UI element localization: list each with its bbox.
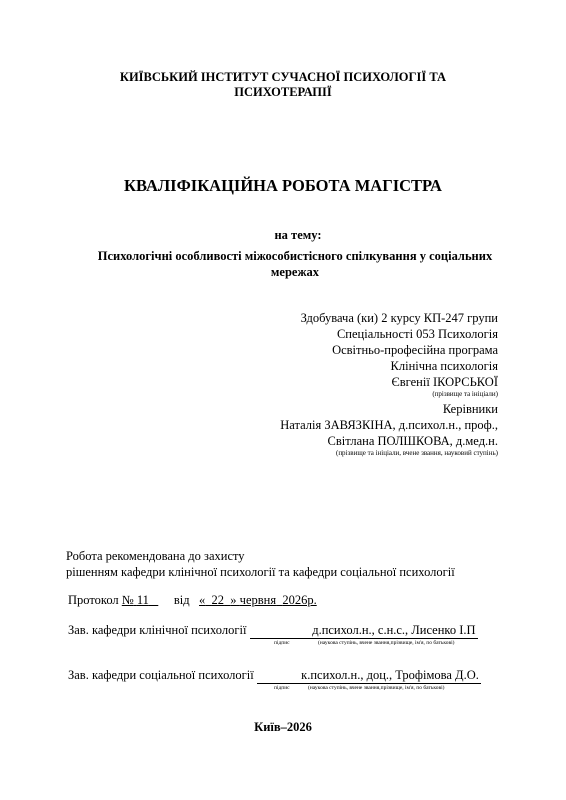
protocol-from: від	[173, 593, 190, 607]
page-title: КВАЛІФІКАЦІЙНА РОБОТА МАГІСТРА	[124, 176, 442, 195]
supervisors-hint: (прізвище та ініціали, вчене звання, науковий ступінь)	[335, 449, 498, 457]
protocol-label: Протокол	[68, 593, 119, 607]
head-social-sign-hint: підпис	[274, 685, 290, 691]
topic	[60, 248, 530, 280]
protocol-number: № 11	[121, 593, 149, 607]
head-clinical-label: Зав. кафедри клінічної психології	[68, 623, 247, 637]
head-social-hint: (наукова ступінь, вчене звання,прізвище, ім'я, по батькові)	[308, 685, 445, 691]
student-line-3: Освітньо-професійна програма	[332, 343, 498, 357]
recommendation	[66, 548, 455, 580]
head-clinical-value: д.психол.н., с.н.с., Лисенко І.П	[250, 622, 478, 639]
recommendation-line-2: рішенням кафедри клінічної психології та кафедри соціальної психології	[66, 565, 455, 579]
supervisor-line-1: Наталія ЗАВЯЗКІНА, д.психол.н., проф.,	[280, 418, 498, 432]
head-clinical	[68, 622, 478, 639]
supervisor-line-2: Світлана ПОЛШКОВА, д.мед.н.	[327, 434, 498, 448]
student-block	[280, 310, 498, 458]
topic-label: на тему:	[274, 228, 322, 242]
student-name-hint: (прізвище та ініціали)	[432, 390, 498, 398]
student-name: Євгенії ІКОРСЬКОЇ	[391, 375, 498, 389]
supervisors-label: Керівники	[442, 402, 498, 416]
head-social	[68, 667, 481, 684]
protocol-line	[68, 592, 317, 608]
topic-line-1: Психологічні особливості міжособистісного спілкування у соціальних	[97, 249, 493, 263]
head-social-label: Зав. кафедри соціальної психології	[68, 668, 254, 682]
head-clinical-sign-hint: підпис	[274, 640, 290, 646]
student-line-4: Клінічна психологія	[390, 359, 498, 373]
head-clinical-hint: (наукова ступінь, вчене звання,прізвище, ім'я, по батькові)	[318, 640, 455, 646]
institute-name	[0, 70, 566, 100]
institute-line-1: КИЇВСЬКИЙ ІНСТИТУТ СУЧАСНОЇ ПСИХОЛОГІЇ ТА	[119, 70, 447, 84]
institute-line-2: ПСИХОТЕРАПІЇ	[234, 85, 332, 99]
student-line-1: Здобувача (ки) 2 курсу КП-247 групи	[300, 311, 498, 325]
student-line-2: Спеціальності 053 Психологія	[336, 327, 498, 341]
city-year: Київ–2026	[254, 720, 312, 734]
recommendation-line-1: Робота рекомендована до захисту	[66, 549, 245, 563]
protocol-date: « 22 » червня 2026р.	[199, 593, 317, 607]
topic-line-2: мережах	[270, 265, 320, 279]
head-social-value: к.психол.н., доц., Трофімова Д.О.	[257, 667, 481, 684]
